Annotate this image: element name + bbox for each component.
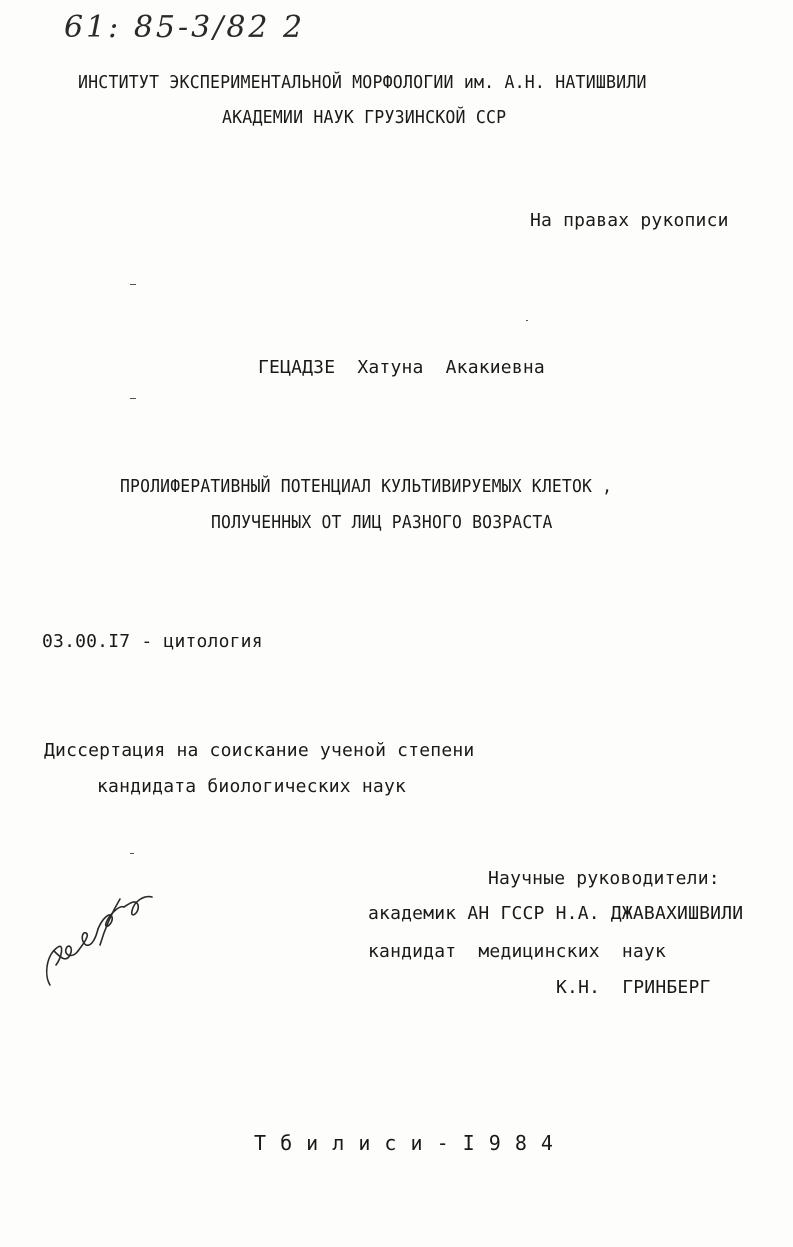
institute-line-1: ИНСТИТУТ ЭКСПЕРИМЕНТАЛЬНОЙ МОРФОЛОГИИ им. А.Н. НАТИШВИЛИ [78,72,647,93]
scan-speck [130,398,136,399]
rights-notice: На правах рукописи [530,210,729,231]
title-line-2: ПОЛУЧЕННЫХ ОТ ЛИЦ РАЗНОГО ВОЗРАСТА [211,512,553,533]
title-line-1: ПРОЛИФЕРАТИВНЫЙ ПОТЕНЦИАЛ КУЛЬТИВИРУЕМЫХ КЛЕТОК , [120,476,613,497]
scan-speck [526,320,528,321]
degree-line-2: кандидата биологических наук [97,776,407,797]
institute-line-2: АКАДЕМИИ НАУК ГРУЗИНСКОЙ ССР [222,107,507,128]
scan-speck [130,284,136,285]
supervisors-label: Научные руководители: [488,868,720,889]
archive-number: 61: 85-3/82 2 [64,10,306,45]
supervisor-2-name: К.Н. ГРИНБЕРГ [556,977,711,998]
author-name: ГЕЦАДЗЕ Хатуна Акакиевна [258,357,545,378]
specialty-code: 03.00.I7 - цитология [42,631,263,652]
scan-speck [130,853,134,854]
degree-line-1: Диссертация на соискание ученой степени [44,740,475,761]
city-year: Т б и л и с и - I 9 8 4 [254,1131,554,1155]
supervisor-1: академик АН ГССР Н.А. ДЖАВАХИШВИЛИ [368,903,744,924]
handwritten-signature [40,885,170,995]
supervisor-2-title: кандидат медицинских наук [368,941,666,962]
